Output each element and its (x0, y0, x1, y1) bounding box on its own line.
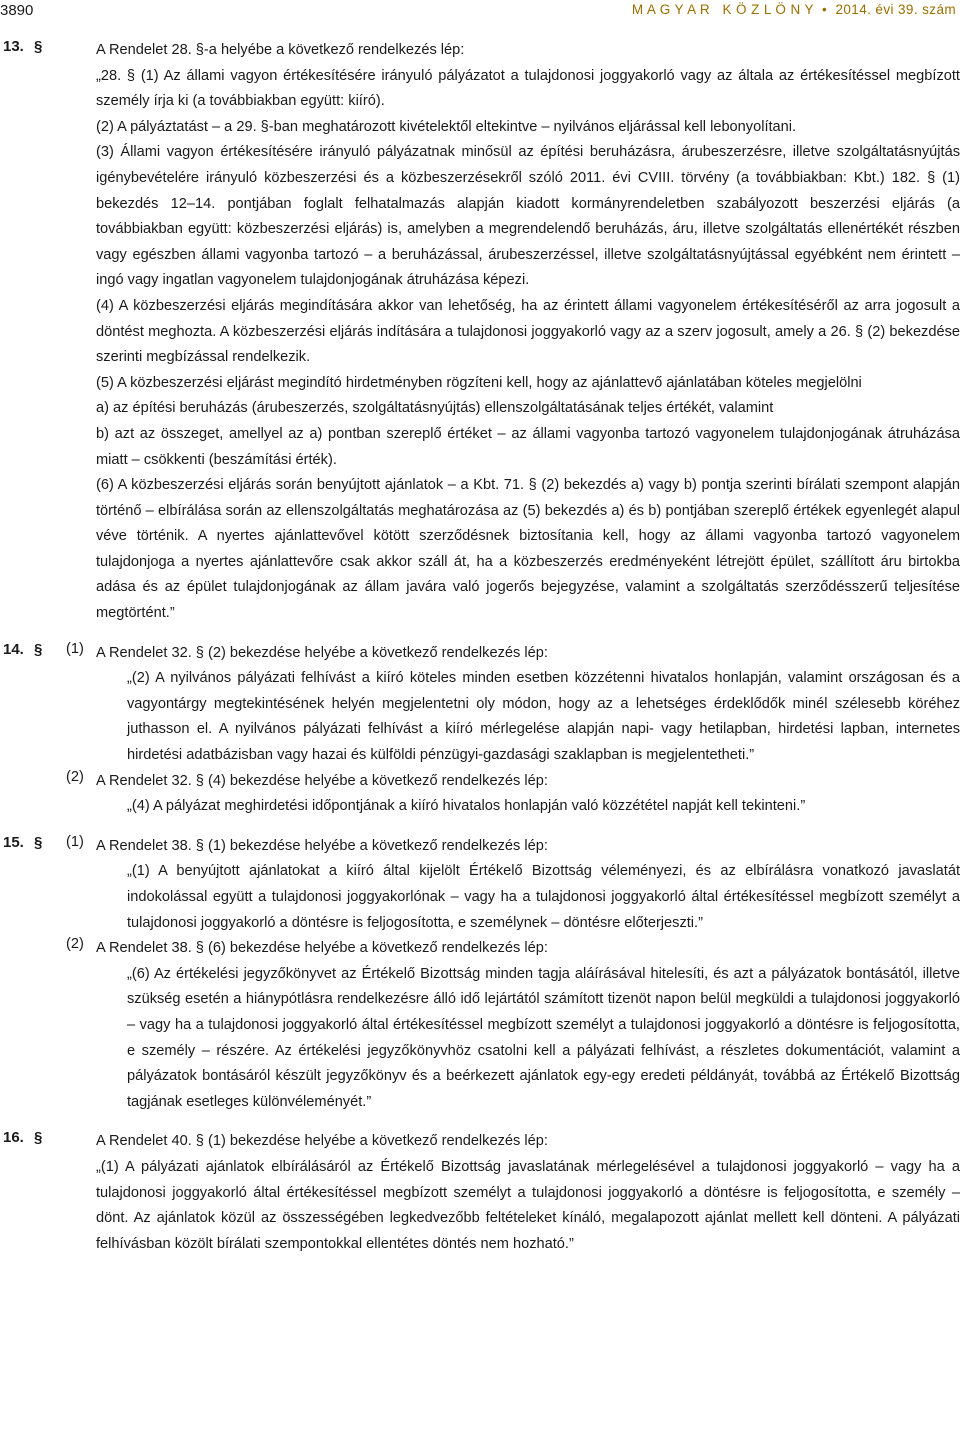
section-number: 14. (3, 640, 24, 658)
quoted-text: „(1) A benyújtott ajánlatokat a kiíró által kijelölt Értékelő Bizottság véleményezi, és az elbírálásra vonatkozó javaslatát indokolással együtt a tulajdonosi joggyakorlónak – vagy ha a tulajdonosi joggyakorló által értékesítéssel megbízott személyt a tulajdonosi joggyakorló a döntésre is feljogosította, e személynek – döntésre előterjeszti.” (127, 863, 960, 931)
subsection-number: (2) (66, 936, 84, 953)
document-body (0, 38, 960, 1257)
subsection (0, 936, 960, 1115)
section-15 (0, 834, 960, 1116)
paragraph: (4) A közbeszerzési eljárás megindítására akkor van lehetőség, ha az érintett állami vagyonelem értékesítéséről az arra jogosult a döntést meghozta. A közbeszerzési eljárás indítására a tulajdonosi joggyakorló vagy az a szerv jogosult, amely a 26. § (2) bekezdése szerinti megbízással rendelkezik. (96, 297, 960, 366)
quoted-text: „(6) Az értékelési jegyzőkönyvet az Értékelő Bizottság minden tagja aláírásával hitelesíti, és azt a pályázatok bontásától, illetve szükség esetén a hiánypótlásra rendelkezésre álló idő lejártától számított tizenöt napon belül megküldi a tulajdonosi joggyakorló – vagy ha a tulajdonosi joggyakorló által értékesítéssel megbízott személyt a tulajdonosi joggyakorló a döntésre is feljogosította, e személy – részére. Az értékelési jegyzőkönyvhöz csatolni kell a pályázati felhívást, a részletes dokumentációt, valamint a pályázatok bontásáról készült jegyzőkönyv és a beérkezett ajánlatok egy-egy eredeti példányát, továbbá az Értékelő Bizottság tagjának esetleges különvéleményét.” (127, 965, 960, 1110)
subsection-intro: A Rendelet 38. § (1) bekezdése helyébe a következő rendelkezés lép: (96, 837, 548, 854)
section-symbol: § (34, 1129, 43, 1147)
issue-date: 2014. évi 39. szám (835, 2, 956, 17)
paragraph: (2) A pályáztatást – a 29. §-ban meghatározott kivételektől eltekintve – nyilvános eljárással kell lebonyolítani. (96, 118, 797, 135)
quoted-text: „(1) A pályázati ajánlatok elbírálásáról az Értékelő Bizottság javaslatának mérlegelésével a tulajdonosi joggyakorló – vagy ha a tulajdonosi joggyakorló által értékesítéssel megbízott személyt a tulajdonosi joggyakorló a döntésre is feljogosította, e személy – dönt. Az ajánlatok közül az összességében legkedvezőbb feltételeket kínáló, megalapozott ajánlat mellett kell dönteni. A pályázati felhívásban közölt bírálati szempontokkal ellentétes döntés nem hozható.” (96, 1158, 960, 1252)
subsection-intro: A Rendelet 38. § (6) bekezdése helyébe a következő rendelkezés lép: (96, 940, 548, 957)
section-symbol: § (34, 640, 43, 658)
section-number: 13. (3, 38, 24, 55)
section-intro: A Rendelet 28. §-a helyébe a következő rendelkezés lép: (96, 42, 465, 58)
quoted-text: „(4) A pályázat meghirdetési időpontjának a kiíró hivatalos honlapján való közzététel napját kell tekinteni.” (127, 798, 806, 815)
subsection-number: (1) (66, 833, 84, 850)
page-number: 3890 (0, 2, 34, 19)
subsection-number: (1) (66, 640, 84, 657)
section-symbol: § (34, 38, 43, 55)
subsection (0, 834, 960, 936)
section-16 (0, 1129, 960, 1257)
section-symbol: § (34, 833, 43, 851)
section-number: 15. (3, 833, 24, 851)
subsection-intro: A Rendelet 32. § (4) bekezdése helyébe a következő rendelkezés lép: (96, 772, 548, 789)
paragraph: (5) A közbeszerzési eljárást megindító hirdetményben rögzíteni kell, hogy az ajánlattevő ajánlatában köteles megjelölni (96, 374, 862, 391)
paragraph: (6) A közbeszerzési eljárás során benyújtott ajánlatok – a Kbt. 71. § (2) bekezdés a) vagy b) pontja szerinti bírálati szempont alapján történő – elbírálása során az ellenszolgáltatás meghatározása az (5) bekezdés a) és b) pontjában szereplő értékek egyenlegét alapul véve történik. A nyertes ajánlattevővel kötött szerződésnek biztosítania kell, hogy az állami vagyonba tartozó vagyonelem tulajdonjoga a nyertes ajánlattevőre csak akkor száll át, ha a közbeszerzés eredményeként létrejött épület, szállított áru birtokba adása és az épület tulajdonjogának az állam javára való jogerős bejegyzése, valamint a szolgáltatás szerződésszerű teljesítése megtörtént.” (96, 477, 960, 622)
section-intro: A Rendelet 40. § (1) bekezdése helyébe a következő rendelkezés lép: (96, 1133, 548, 1150)
section-number: 16. (3, 1129, 24, 1147)
header-separator: • (822, 2, 828, 17)
journal-title (632, 2, 956, 17)
paragraph: (3) Állami vagyon értékesítésére irányuló pályázatnak minősül az építési beruházásra, árubeszerzésre, illetve szolgáltatásnyújtás igénybevételére irányuló közbeszerzési és a közbeszerzésekről szóló 2011. évi CVIII. törvény (a továbbiakban: Kbt.) 182. § (1) bekezdés 12–14. pontjában foglalt felhatalmazás alapján kiadott kormányrendeletben szabályozott beszerzési eljárás (a továbbiakban együtt: közbeszerzési eljárás) is, amelyben a megrendelendő beruházás, áru, illetve szolgáltatás ellenértékét részben vagy egészben állami vagyonba tartozó – a beruházással, árubeszerzéssel, illetve szolgáltatásnyújtással egyébként nem érintett – ingó vagy ingatlan vagyonelem tulajdonjogának átruházása képezi. (96, 144, 960, 289)
list-item: b) azt az összeget, amellyel az a) pontban szereplő értéket – az állami vagyonba tartozó vagyonelem tulajdonjogának átruházása miatt – csökkenti (beszámítási érték). (96, 425, 960, 468)
subsection (0, 769, 960, 820)
quoted-text: „(2) A nyilvános pályázati felhívást a kiíró köteles minden esetben közzétenni hivatalos honlapján, valamint országosan és a vagyontárgy megtekintésének helyén megjelentetni oly módon, hogy az a lehetséges érdeklődők minél szélesebb köréhez juthasson el. A nyilvános pályázati felhívást a kiíró mérlegelése alapján napi- vagy hetilapban, hirdetési lapban, internetes hirdetési adatbázisban vagy hazai és külföldi pénzügyi-gazdasági szaklapban is megjelentetheti.” (127, 670, 960, 764)
section-13 (0, 38, 960, 627)
paragraph: „28. § (1) Az állami vagyon értékesítésére irányuló pályázatot a tulajdonosi joggyakorló vagy az általa az értékesítéssel megbízott személy írja ki (a továbbiakban együtt: kiíró). (96, 67, 960, 110)
subsection-number: (2) (66, 768, 84, 785)
journal-name: M A G Y A R K Ö Z L Ö N Y (631, 2, 814, 17)
section-14 (0, 641, 960, 820)
subsection (0, 641, 960, 769)
list-item: a) az építési beruházás (árubeszerzés, szolgáltatásnyújtás) ellenszolgáltatásának teljes értékét, valamint (96, 400, 774, 417)
page-header (0, 0, 960, 28)
subsection-intro: A Rendelet 32. § (2) bekezdése helyébe a következő rendelkezés lép: (96, 644, 548, 661)
